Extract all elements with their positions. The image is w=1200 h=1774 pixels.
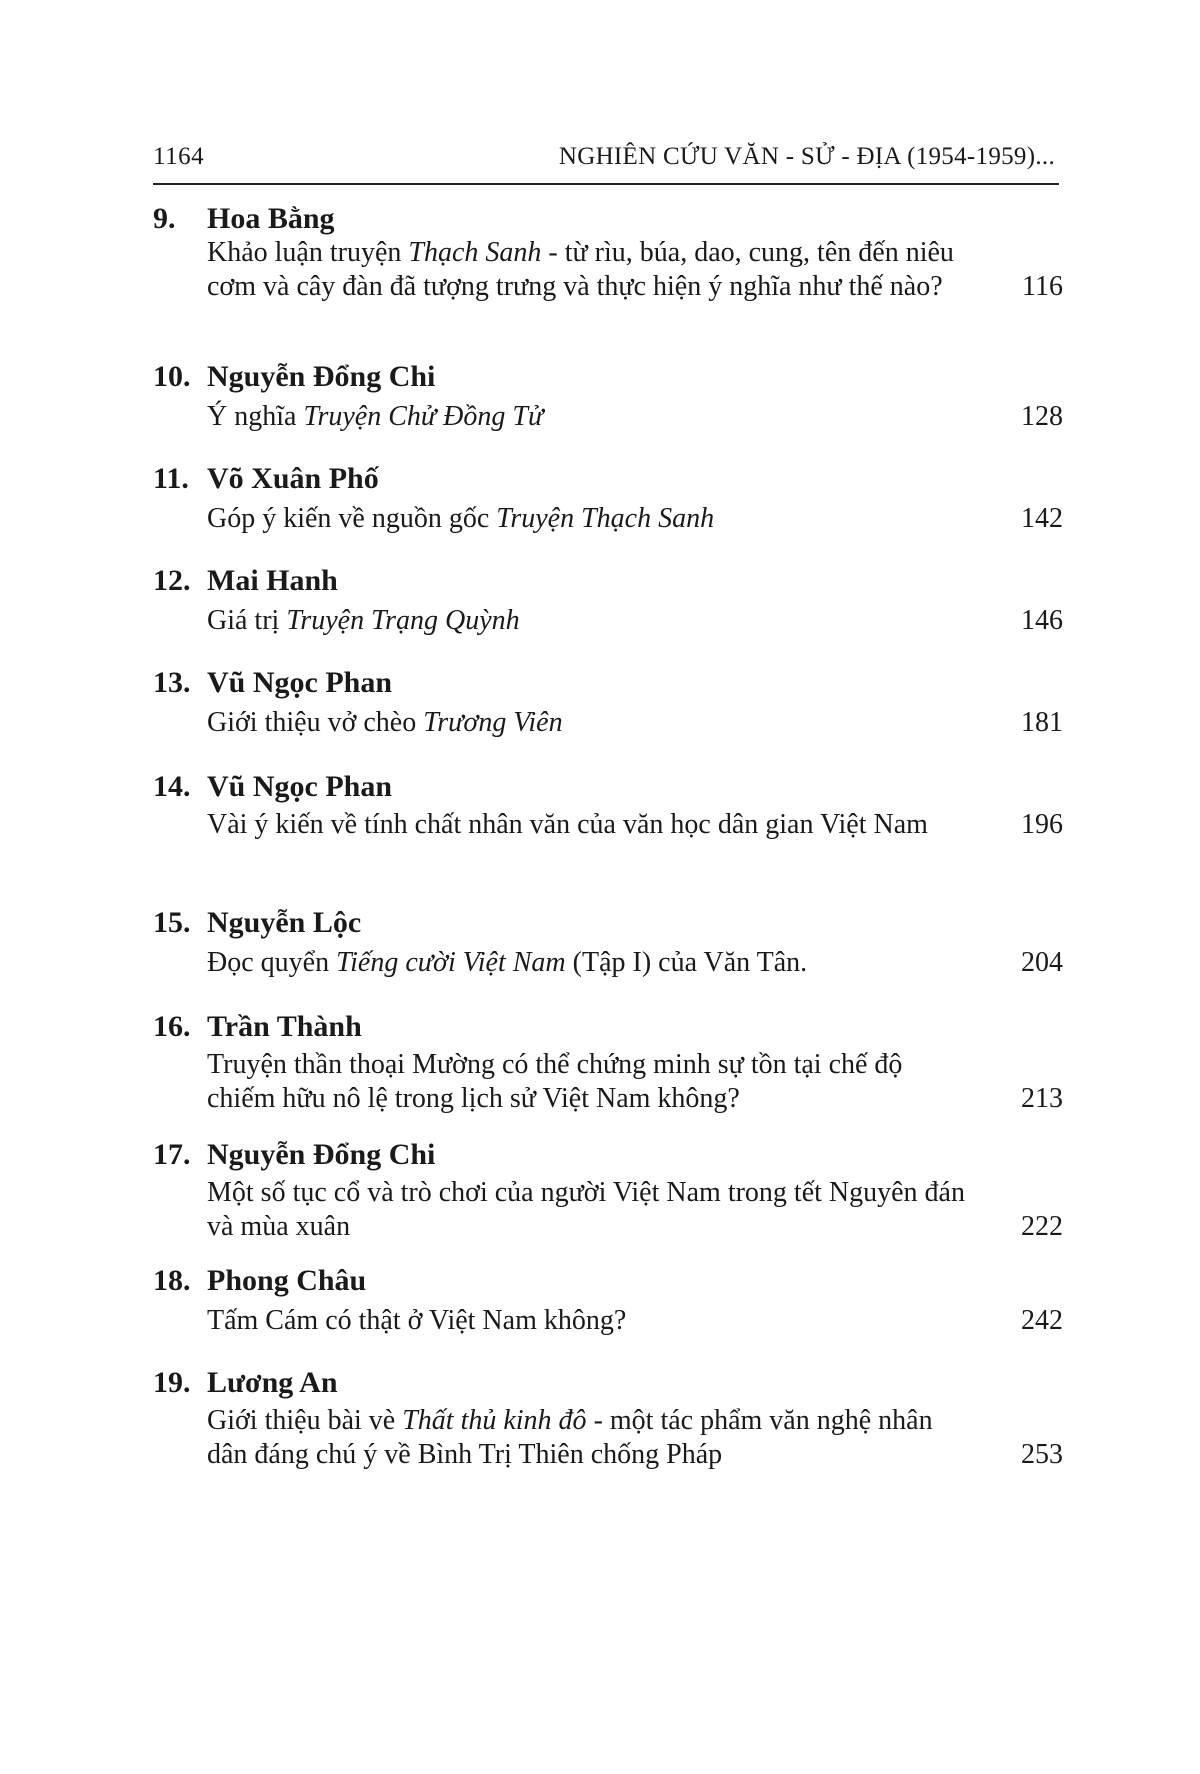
title-italic: Truyện Trạng Quỳnh <box>286 605 520 636</box>
entry-title-line <box>207 946 1103 980</box>
author-name: Mai Hanh <box>207 564 338 597</box>
entry-page-number: 222 <box>1021 1211 1063 1242</box>
toc-entry <box>153 360 1063 434</box>
entry-number: 15. <box>153 906 191 939</box>
toc-entry <box>153 770 1063 842</box>
entry-author <box>153 564 1059 598</box>
entry-author <box>153 1010 1059 1044</box>
author-name: Nguyễn Đổng Chi <box>207 1138 436 1171</box>
entry-page-number: 213 <box>1021 1083 1063 1114</box>
entry-title <box>207 946 967 980</box>
entry-title-line <box>207 502 1103 536</box>
title-text: Khảo luận truyện <box>207 237 409 268</box>
title-text: Ý nghĩa <box>207 401 304 432</box>
toc-entry <box>153 666 1063 740</box>
title-italic: Thất thủ kinh đô <box>402 1405 587 1436</box>
entry-author <box>153 770 1059 804</box>
title-text: - một tác phẩm văn nghệ nhân dân đáng chú ý về Bình Trị Thiên chống Pháp <box>207 1405 933 1470</box>
entry-title-line <box>207 400 1103 434</box>
entry-author <box>153 202 1059 236</box>
entry-title-line <box>207 1176 1103 1244</box>
entry-author <box>153 1366 1059 1400</box>
entry-title <box>207 236 967 304</box>
page-number: 1164 <box>153 143 205 170</box>
entry-title-line <box>207 604 1103 638</box>
entry-page-number: 242 <box>1021 1305 1063 1336</box>
entry-number: 9. <box>153 202 176 235</box>
toc-entry <box>153 1264 1063 1338</box>
entry-number: 14. <box>153 770 191 803</box>
toc-entry <box>153 1366 1063 1472</box>
author-name: Vũ Ngọc Phan <box>207 666 393 699</box>
entry-page-number: 128 <box>1021 401 1063 432</box>
toc-entry <box>153 1138 1063 1244</box>
title-text: Giá trị <box>207 605 287 636</box>
entry-number: 16. <box>153 1010 191 1043</box>
entry-number: 12. <box>153 564 191 597</box>
author-name: Vũ Ngọc Phan <box>207 770 393 803</box>
entry-title <box>207 808 967 842</box>
page-header <box>153 143 1059 185</box>
entry-page-number: 142 <box>1021 503 1063 534</box>
title-italic: Tiếng cười Việt Nam <box>336 947 566 978</box>
author-name: Lương An <box>207 1366 338 1399</box>
entry-page-number: 116 <box>1022 271 1063 302</box>
entry-page-number: 196 <box>1021 809 1063 840</box>
entry-title-line <box>207 808 1103 842</box>
entry-page-number: 204 <box>1021 947 1063 978</box>
entry-author <box>153 360 1059 394</box>
entry-title-line <box>207 706 1103 740</box>
toc-entry <box>153 462 1063 536</box>
entry-title-line <box>207 1404 1103 1472</box>
author-name: Hoa Bằng <box>207 202 335 235</box>
title-text: Một số tục cổ và trò chơi của người Việt Nam trong tết Nguyên đán và mùa xuân <box>207 1177 965 1242</box>
author-name: Phong Châu <box>207 1264 367 1297</box>
author-name: Nguyễn Lộc <box>207 906 362 939</box>
title-text: Vài ý kiến về tính chất nhân văn của văn học dân gian Việt Nam <box>207 809 928 840</box>
title-text: Tấm Cám có thật ở Việt Nam không? <box>207 1305 627 1336</box>
entry-author <box>153 1264 1059 1298</box>
title-italic: Truyện Thạch Sanh <box>496 503 715 534</box>
entry-title <box>207 502 967 536</box>
entry-page-number: 253 <box>1021 1439 1063 1470</box>
title-text: - từ rìu, búa, dao, cung, tên đến niêu cơm và cây đàn đã tượng trưng và thực hiện ý nghĩa như thế nào? <box>207 237 954 302</box>
author-name: Trần Thành <box>207 1010 362 1043</box>
toc-entry <box>153 202 1063 304</box>
title-text: (Tập I) của Văn Tân. <box>565 947 808 978</box>
running-title: NGHIÊN CỨU VĂN - SỬ - ĐỊA (1954-1959)... <box>558 143 1055 170</box>
title-italic: Trương Viên <box>423 707 563 738</box>
title-text: Góp ý kiến về nguồn gốc <box>207 503 497 534</box>
entry-number: 18. <box>153 1264 191 1297</box>
entry-author <box>153 462 1059 496</box>
entry-number: 19. <box>153 1366 191 1399</box>
entry-title-line <box>207 1048 1103 1116</box>
entry-title-line <box>207 236 1103 304</box>
entry-page-number: 146 <box>1021 605 1063 636</box>
entry-page-number: 181 <box>1021 707 1063 738</box>
title-italic: Thạch Sanh <box>408 237 542 268</box>
title-text: Đọc quyển <box>207 947 337 978</box>
entry-title <box>207 400 967 434</box>
title-text: Giới thiệu bài vè <box>207 1405 403 1436</box>
author-name: Võ Xuân Phố <box>207 462 379 495</box>
entry-title <box>207 604 967 638</box>
entry-number: 10. <box>153 360 191 393</box>
toc-entry <box>153 906 1063 980</box>
toc-entry <box>153 564 1063 638</box>
entry-number: 17. <box>153 1138 191 1171</box>
entry-title <box>207 1176 967 1244</box>
toc-entry <box>153 1010 1063 1116</box>
entry-title <box>207 1048 967 1116</box>
entry-title <box>207 706 967 740</box>
entry-number: 13. <box>153 666 191 699</box>
entry-title <box>207 1304 967 1338</box>
title-text: Truyện thần thoại Mường có thể chứng minh sự tồn tại chế độ chiếm hữu nô lệ trong lịch sử Việt Nam không? <box>207 1049 903 1114</box>
title-italic: Truyện Chử Đồng Tử <box>303 401 544 432</box>
entry-author <box>153 666 1059 700</box>
entry-author <box>153 1138 1059 1172</box>
entry-author <box>153 906 1059 940</box>
entry-title <box>207 1404 967 1472</box>
title-text: Giới thiệu vở chèo <box>207 707 424 738</box>
entry-title-line <box>207 1304 1103 1338</box>
author-name: Nguyễn Đổng Chi <box>207 360 436 393</box>
entry-number: 11. <box>153 462 189 495</box>
